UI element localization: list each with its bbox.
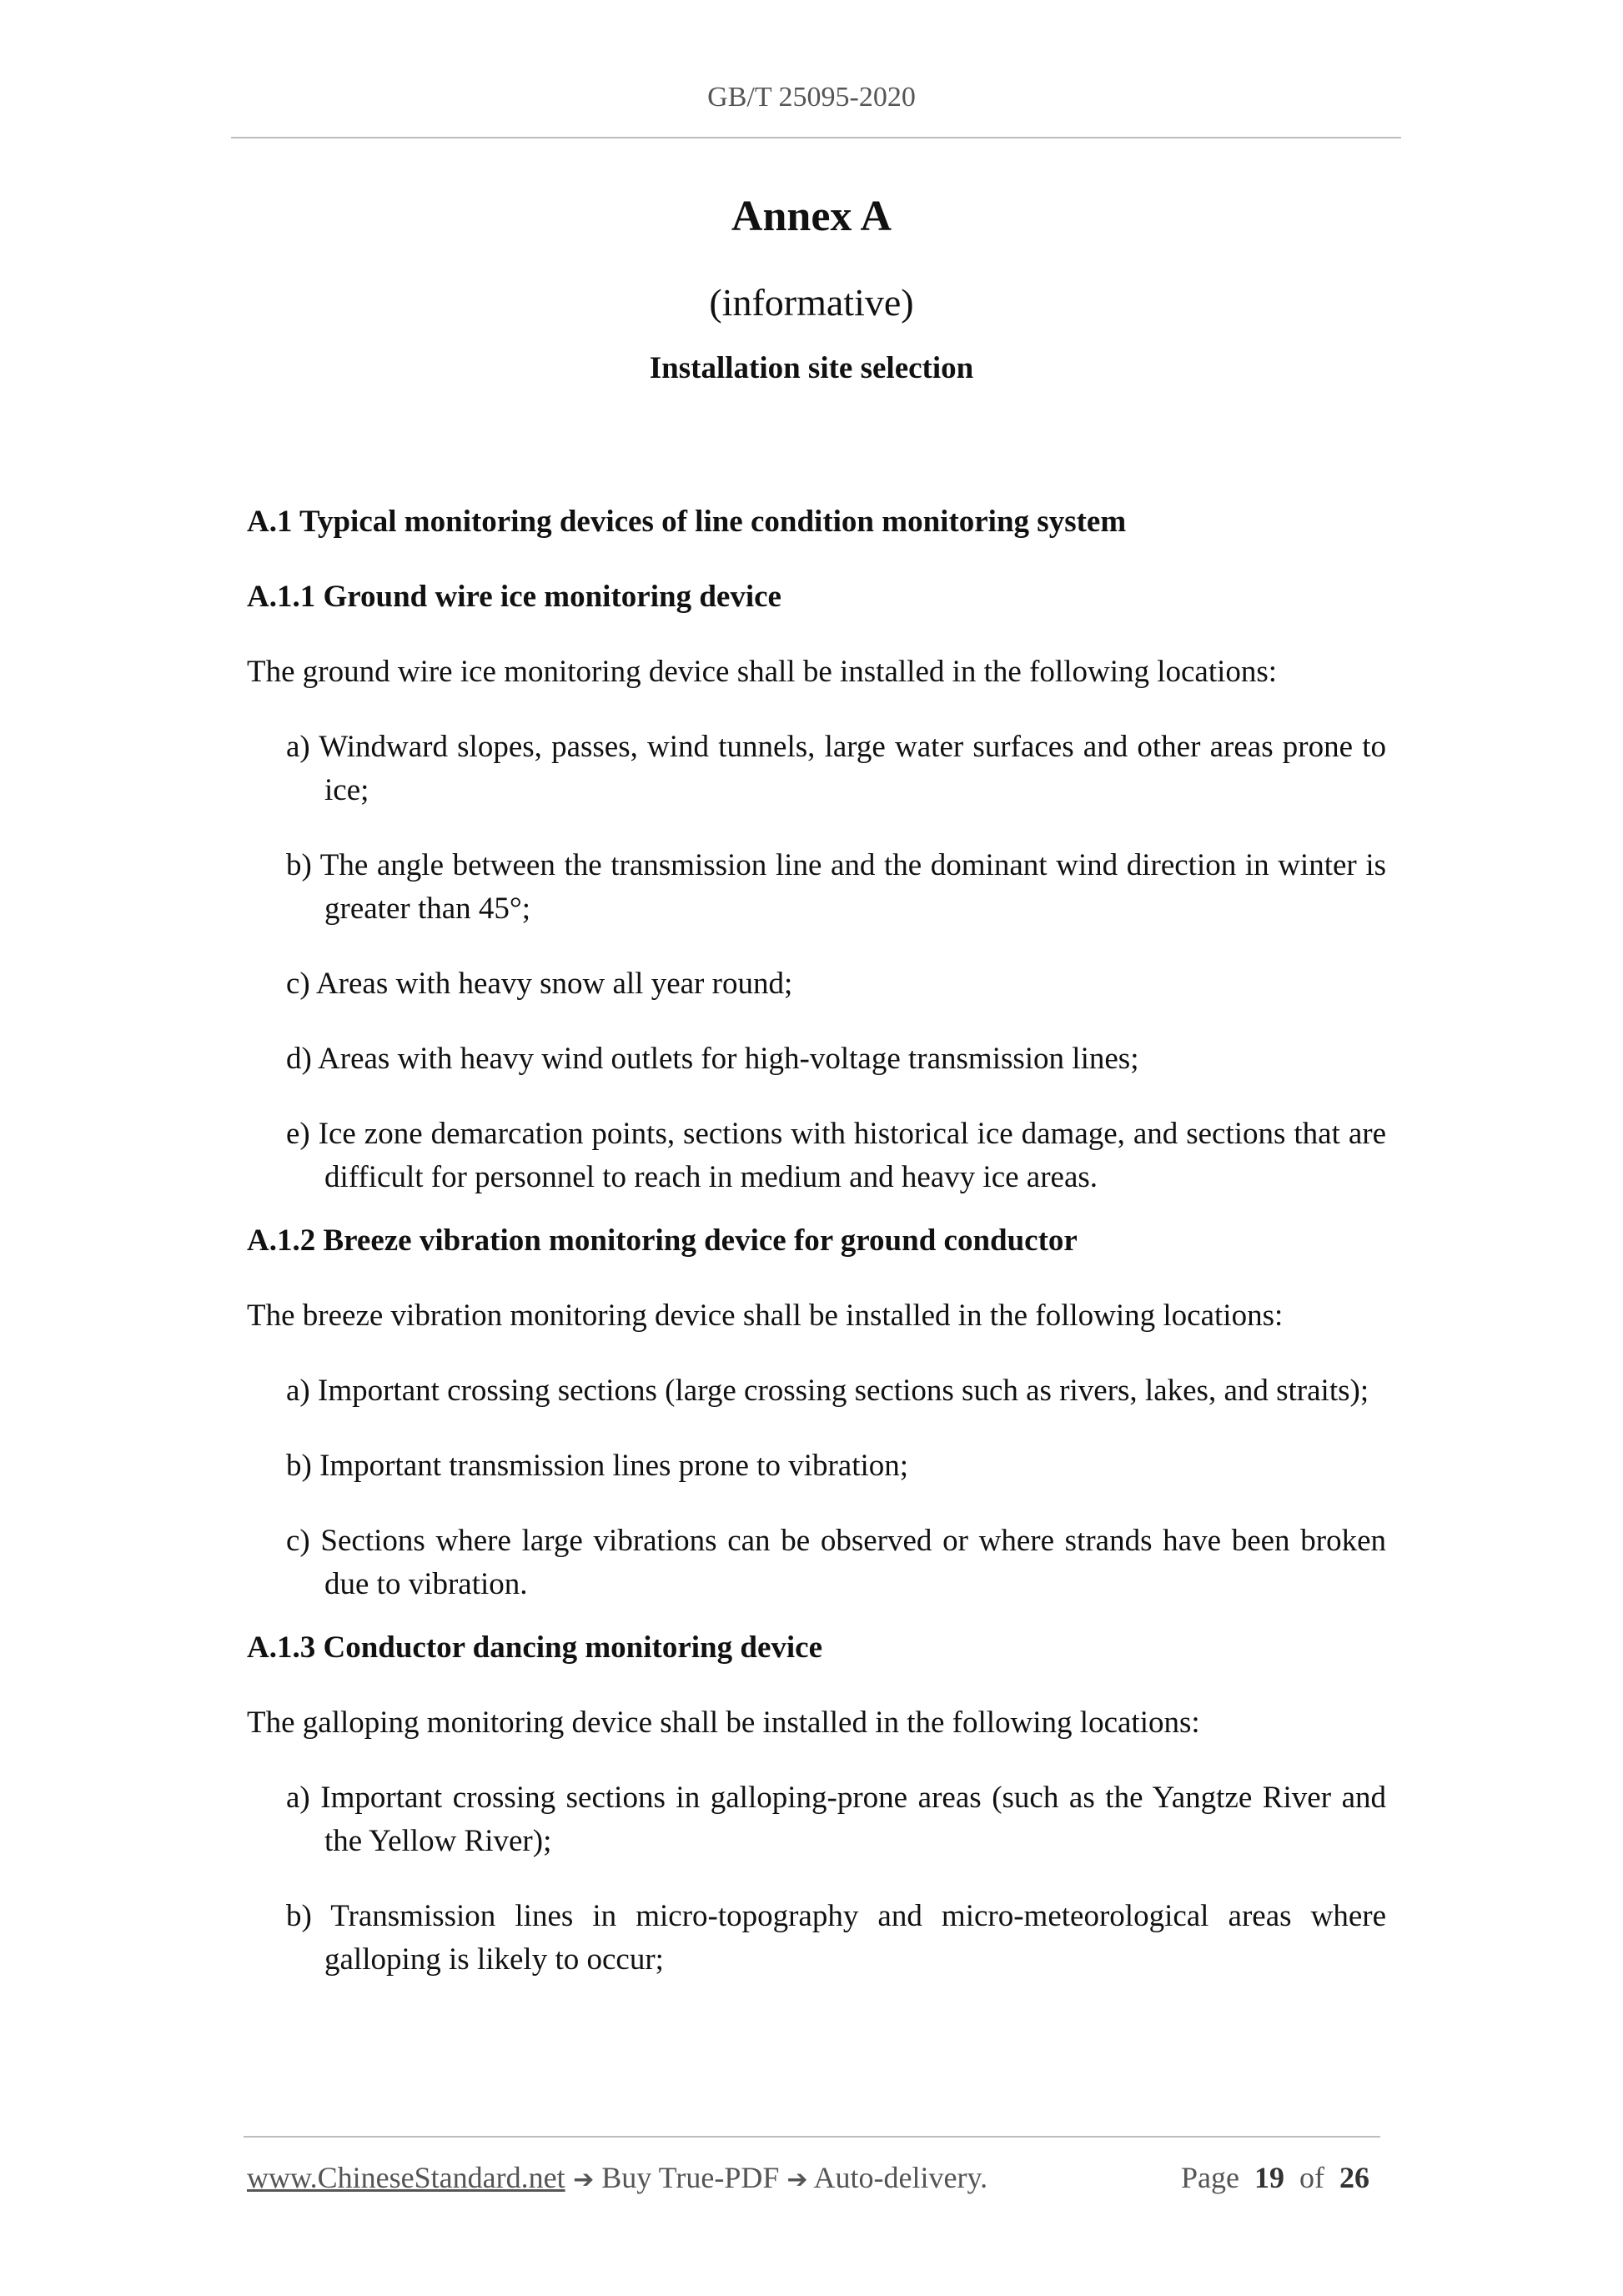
annex-type: (informative) [709,281,914,324]
section-heading-a1-2: A.1.2 Breeze vibration monitoring device for ground conductor [247,1223,1078,1258]
right-arrow-icon: ➔ [565,2165,595,2194]
list-item: b) Transmission lines in micro-topography and micro-meteorological areas where galloping is likely to occur; [286,1899,1386,1977]
list-item: a) Windward slopes, passes, wind tunnels, large water surfaces and other areas prone to ice; [286,730,1386,807]
header-divider [231,137,1401,138]
list-item: d) Areas with heavy wind outlets for high-voltage transmission lines; [286,1042,1139,1076]
page-current: 19 [1254,2161,1284,2194]
page-footer [247,2160,1379,2195]
buy-text: Buy True-PDF [594,2161,787,2194]
list-item: b) The angle between the transmission line and the dominant wind direction in winter is greater than 45°; [286,848,1386,926]
footer-divider [244,2136,1380,2138]
document-id-header: GB/T 25095-2020 [707,82,916,113]
list-item: a) Important crossing sections in galloping-prone areas (such as the Yangtze River and the Yellow River); [286,1781,1386,1858]
annex-body [247,500,1386,2013]
annex-subject: Installation site selection [649,351,974,385]
footer-left [247,2160,987,2195]
website-link[interactable]: www.ChineseStandard.net [247,2161,565,2194]
page-counter [1181,2160,1369,2195]
section-heading-a1: A.1 Typical monitoring devices of line condition monitoring system [247,505,1127,539]
section-heading-a1-1: A.1.1 Ground wire ice monitoring device [247,580,781,614]
list-item: c) Sections where large vibrations can be observed or where strands have been broken due to vibration. [286,1524,1386,1601]
section-heading-a1-3: A.1.3 Conductor dancing monitoring device [247,1630,823,1665]
list-item: b) Important transmission lines prone to vibration; [286,1449,909,1483]
list-item: e) Ice zone demarcation points, sections with historical ice damage, and sections that are difficult for personnel to reach in medium and heavy ice areas. [286,1117,1386,1194]
right-arrow-icon: ➔ [786,2165,808,2194]
delivery-text: Auto-delivery. [807,2161,988,2194]
of-label: of [1299,2161,1324,2194]
section-intro-a1-2: The breeze vibration monitoring device shall be installed in the following locations: [247,1299,1284,1333]
section-intro-a1-1: The ground wire ice monitoring device shall be installed in the following locations: [247,655,1278,689]
section-intro-a1-3: The galloping monitoring device shall be installed in the following locations: [247,1706,1200,1740]
annex-title: Annex A [731,193,892,240]
page-total: 26 [1339,2161,1369,2194]
list-item: a) Important crossing sections (large crossing sections such as rivers, lakes, and straits); [286,1374,1369,1408]
list-item: c) Areas with heavy snow all year round; [286,967,793,1001]
page-label: Page [1181,2161,1239,2194]
